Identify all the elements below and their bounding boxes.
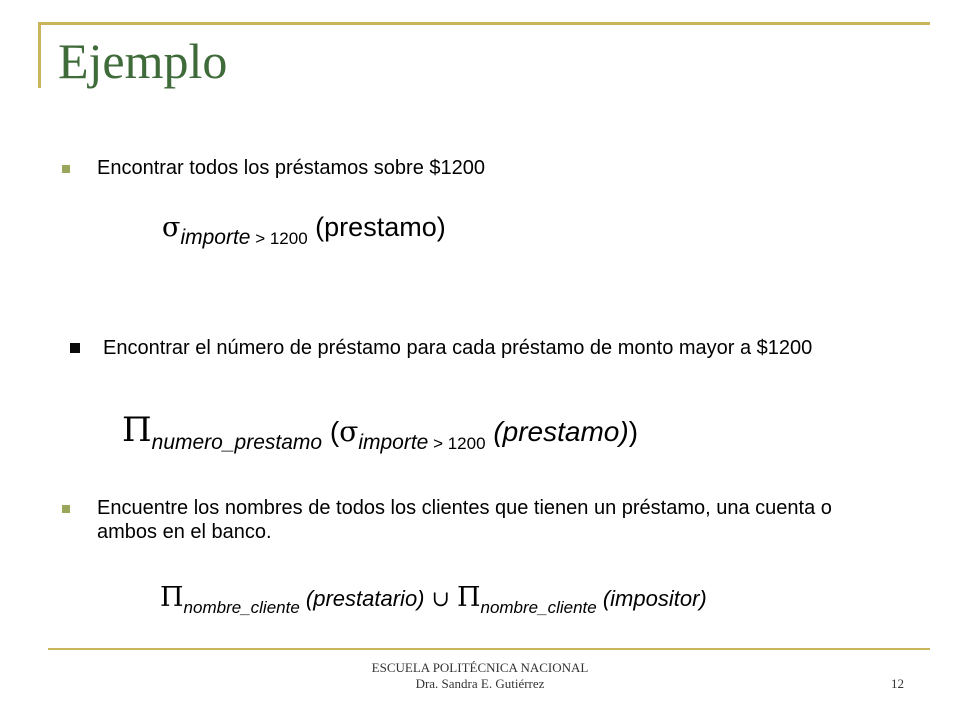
pi-symbol: Π: [456, 582, 481, 613]
page-number: 12: [891, 676, 904, 691]
pi-symbol: Π: [122, 410, 152, 450]
union-symbol: ∪: [424, 587, 457, 612]
relation-name-2: (impositor): [596, 586, 707, 611]
pi-symbol: Π: [160, 582, 184, 613]
slide-title: Ejemplo: [58, 33, 228, 89]
footer-author: Dra. Sandra E. Gutiérrez: [415, 676, 545, 691]
projection-attribute: nombre_cliente: [183, 598, 300, 617]
footer: [0, 660, 960, 692]
relation-name-1: (prestatario): [299, 586, 425, 611]
square-bullet-icon: [62, 165, 70, 173]
selection-attribute: importe: [180, 226, 251, 249]
frame-horizontal-rule: [38, 22, 930, 25]
projection-attribute: numero_prestamo: [151, 431, 323, 454]
selection-attribute: importe: [358, 431, 429, 454]
bullet-text-2: Encontrar el número de préstamo para cada préstamo de monto mayor a $1200: [103, 337, 813, 359]
sigma-symbol: σ: [162, 212, 181, 243]
frame-vertical-rule: [38, 22, 41, 88]
square-bullet-icon: [70, 343, 80, 353]
bullet-text-3: Encuentre los nombres de todos los clientes que tienen un préstamo, una cuenta o ambos en el banco.: [97, 497, 832, 543]
bullet-item-3: [62, 496, 877, 544]
formula-selection: [162, 212, 446, 249]
bullet-text-1: Encontrar todos los préstamos sobre $1200: [97, 157, 485, 179]
relation-name: (prestamo): [307, 212, 446, 242]
bullet-item-1: [62, 156, 485, 180]
footer-rule: [48, 648, 930, 650]
open-paren: (: [322, 416, 340, 447]
sigma-symbol: σ: [339, 415, 359, 448]
bullet-item-2: [62, 336, 883, 360]
selection-condition: > 1200: [250, 229, 308, 248]
projection-attribute-2: nombre_cliente: [480, 598, 597, 617]
relation-name: (prestamo): [485, 416, 629, 447]
close-paren: ): [628, 416, 639, 447]
square-bullet-icon: [62, 505, 70, 513]
footer-institution: ESCUELA POLITÉCNICA NACIONAL: [371, 660, 589, 675]
formula-projection-selection: [122, 410, 639, 454]
formula-union: [160, 582, 707, 617]
selection-condition: > 1200: [428, 434, 486, 453]
